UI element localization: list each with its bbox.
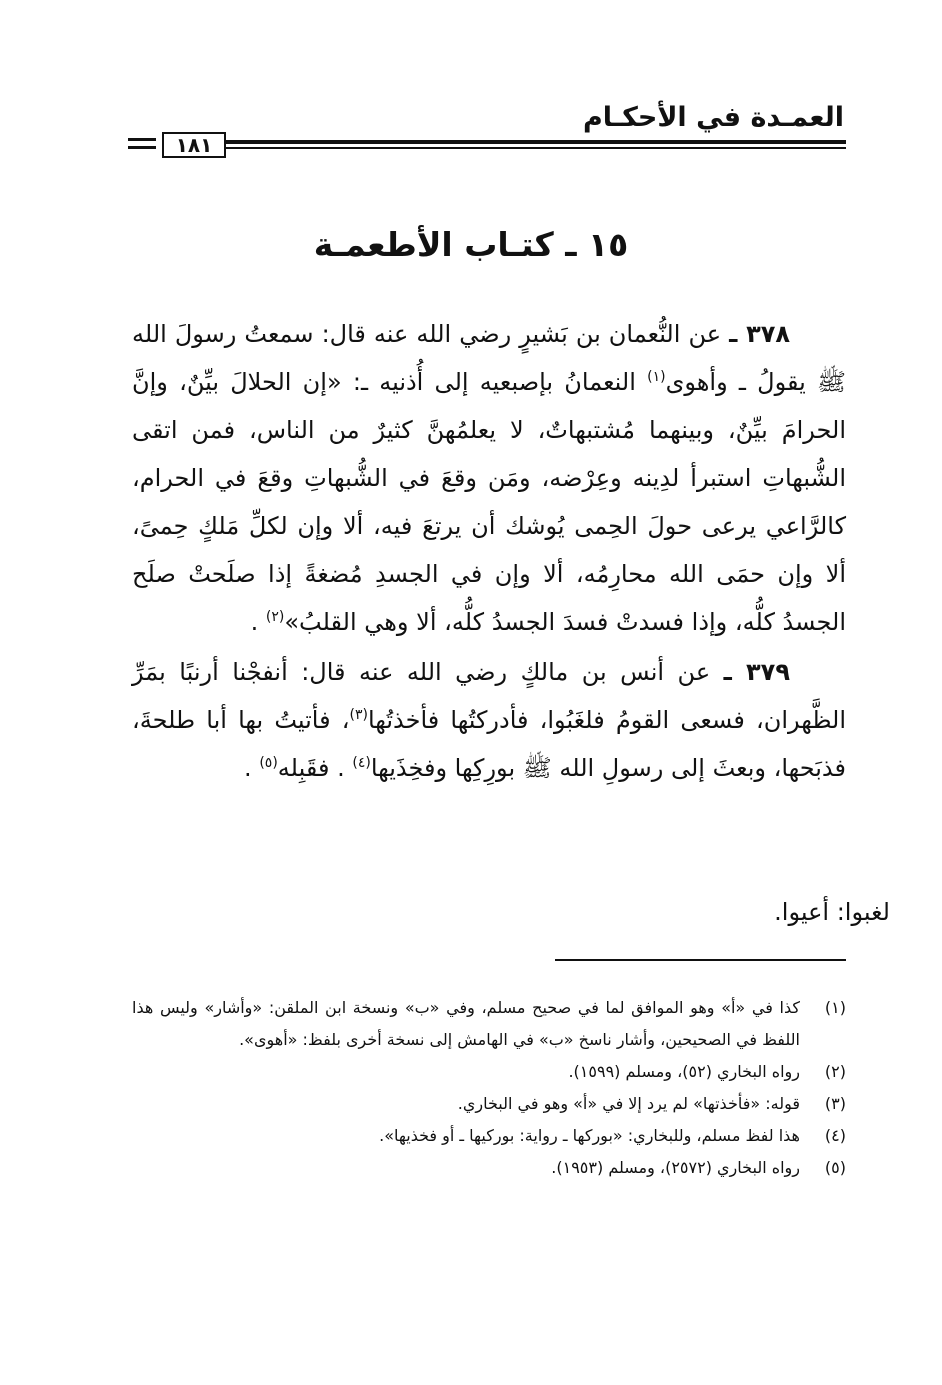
footnote-text: رواه البخاري (٥٢)، ومسلم (١٥٩٩). <box>568 1062 800 1081</box>
footnote <box>132 1088 846 1120</box>
hadith-text: النعمانُ بإصبعيه إلى أُذنيه ـ: «إن الحلالَ بيِّنٌ، وإنَّ الحرامَ بيِّنٌ، وبينهما مُشتبهاتٌ، لا يعلمُهنَّ كثيرٌ من الناس، فمن اتقى الشُّبهاتِ استبرأ لدِينه وعِرْضه، ومَن وقعَ في الشُّبهاتِ وقعَ في الحرام، كالرَّاعي يرعى حولَ الحِمى يُوشك أن يرتعَ فيه، ألا وإن لكلِّ مَلكٍ حِمىً، ألا وإن حمَى الله محارِمُه، ألا وإن في الجسدِ مُضغةً إذا صلَحتْ صلَح الجسدُ كلُّه، وإذا فسدتْ فسدَ الجسدُ كلُّه، ألا وهي القلبُ» <box>132 368 846 636</box>
page-number: ١٨١ <box>162 132 226 158</box>
rule-ornament-dash <box>128 146 156 149</box>
footnote-number: (١) <box>824 998 846 1017</box>
hadith-text: سمعتُ رسولَ الله ﷺ يقولُ ـ وأهوى <box>132 320 846 396</box>
hadith-end: . <box>250 608 259 636</box>
footnote-text: قوله: «فأخذتها» لم يرد إلا في «أ» وهو في البخاري. <box>457 1094 800 1113</box>
footnote-ref: (٢) <box>265 609 285 625</box>
footnote-number: (٢) <box>824 1062 846 1081</box>
footnote-ref: (١) <box>647 369 666 385</box>
chapter-title: ١٥ ـ كتـاب الأطعمـة <box>313 225 629 264</box>
header-rule-thin-line <box>226 147 846 149</box>
hadith-379 <box>132 648 846 792</box>
footnote-number: (٥) <box>824 1158 846 1177</box>
footnote-text: رواه البخاري (٢٥٧٢)، ومسلم (١٩٥٣). <box>551 1158 800 1177</box>
header-rule-thick-line <box>226 140 846 144</box>
hadith-text: . فقَبِله <box>277 754 345 782</box>
running-title: العمـدة في الأحكـام <box>583 102 844 133</box>
footnote-text: هذا لفظ مسلم، وللبخاري: «بوركها ـ رواية: بوركيها ـ أو فخذيها». <box>379 1126 800 1145</box>
hadith-number: ٣٧٨ ـ <box>729 320 791 348</box>
footnote-number: (٣) <box>824 1094 846 1113</box>
main-text <box>132 310 846 792</box>
footnote-ref: (٣) <box>349 707 368 723</box>
hadith-text: ، فأتيتُ بها أبا طلحةَ، فذبَحها، وبعثَ إلى رسولِ الله ﷺ بورِكِها وفخِذَيها <box>132 706 846 782</box>
word-gloss: لغبوا: أعيوا. <box>774 898 890 926</box>
footnotes <box>132 992 846 1184</box>
hadith-378 <box>132 310 846 646</box>
rule-ornament-dash <box>128 138 156 141</box>
header-rule <box>128 132 846 156</box>
footnote <box>132 1120 846 1152</box>
hadith-text: أنفجْنا أرنبًا بمَرِّ الظَّهران، فسعى القومُ فلغَبُوا، فأدركتُها فأخذتُها <box>132 658 847 734</box>
footnote-number: (٤) <box>824 1126 846 1145</box>
footnote-ref: (٥) <box>259 755 278 771</box>
footnote-text: كذا في «أ» وهو الموافق لما في صحيح مسلم، وفي «ب» ونسخة ابن الملقن: «وأشار» وليس هذا اللفظ في الصحيحين، وأشار ناسخ «ب» في الهامش إلى نسخة أخرى بلفظ: «أهوى». <box>132 998 800 1049</box>
footnote <box>132 1152 846 1184</box>
hadith-narrator: عن أنس بن مالكٍ رضي الله عنه قال: <box>301 658 711 686</box>
hadith-end: . <box>244 754 252 782</box>
footnote <box>132 992 846 1056</box>
hadith-number: ٣٧٩ ـ <box>723 658 790 686</box>
footnote-separator <box>555 959 846 961</box>
footnote <box>132 1056 846 1088</box>
footnote-ref: (٤) <box>352 755 371 771</box>
hadith-narrator: عن النُّعمان بن بَشيرٍ رضي الله عنه قال: <box>321 320 722 348</box>
